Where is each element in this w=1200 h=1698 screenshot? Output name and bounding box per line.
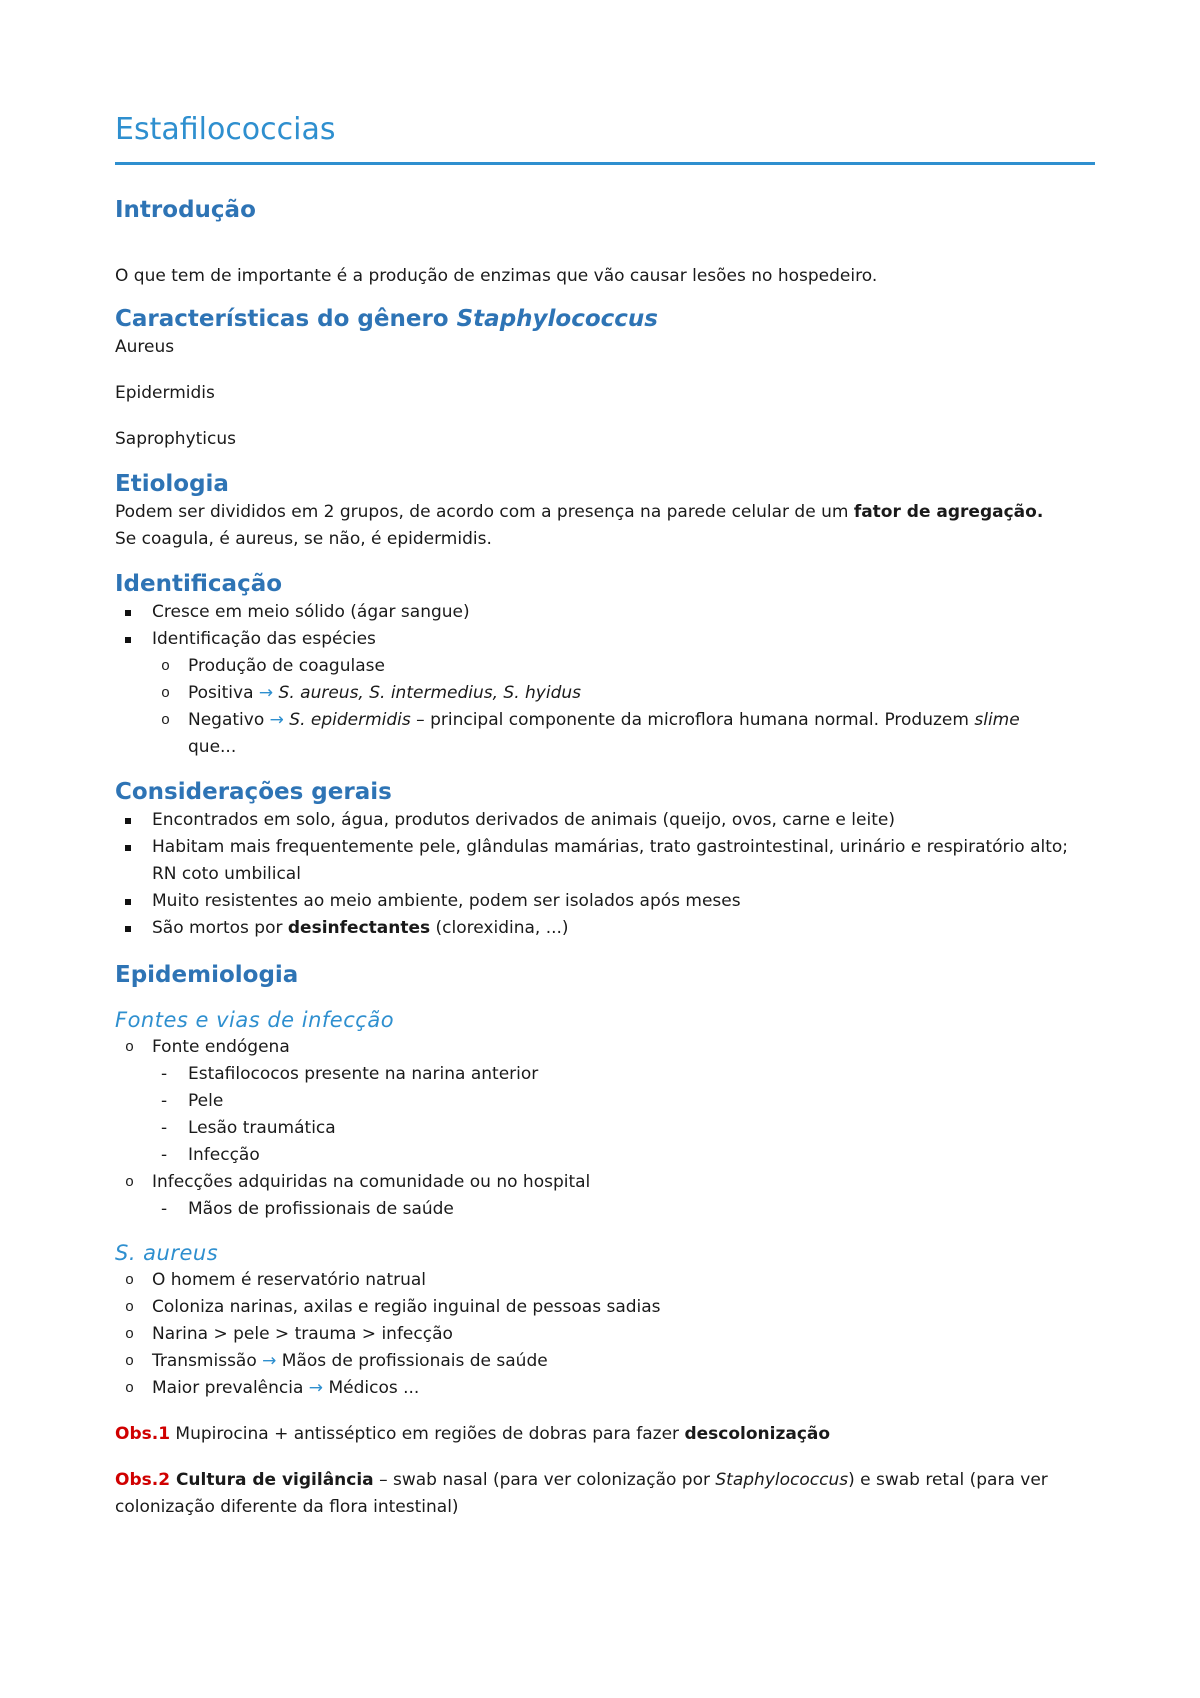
document-title: Estafilococcias [115, 112, 336, 147]
genero-item-saprophyticus: Saprophyticus [115, 429, 237, 449]
fontes-sublist-1 [151, 1061, 1094, 1169]
list-item: o Negativo → S. epidermidis – principal componente da microflora humana normal. Produzem slime que... [151, 707, 1094, 761]
list-item: - Pele [151, 1088, 1094, 1115]
arrow-icon: → [258, 683, 274, 703]
heading-caracteristicas: Características do gênero Staphylococcus [115, 306, 658, 332]
arrow-icon: → [308, 1378, 324, 1398]
list-item: Muito resistentes ao meio ambiente, podem ser isolados após meses [115, 888, 1094, 915]
s-aureus-list [115, 1267, 1094, 1402]
intro-paragraph: O que tem de importante é a produção de enzimas que vão causar lesões no hospedeiro. [115, 266, 878, 286]
etiologia-line-2: Se coagula, é aureus, se não, é epidermidis. [115, 529, 492, 549]
fontes-sublist-2 [151, 1196, 1094, 1223]
list-item: Identificação das espécies [115, 626, 1094, 653]
list-item: - Infecção [151, 1142, 1094, 1169]
list-item: o Positiva → S. aureus, S. intermedius, S. hyidus [151, 680, 1094, 707]
genero-item-epidermidis: Epidermidis [115, 383, 215, 403]
heading-epidemiologia: Epidemiologia [115, 962, 299, 988]
list-item: o Narina > pele > trauma > infecção [115, 1321, 1094, 1348]
identificacao-list [115, 599, 1094, 653]
heading-introducao: Introdução [115, 197, 256, 223]
arrow-icon: → [269, 710, 284, 730]
obs-2: Obs.2 Cultura de vigilância – swab nasal (para ver colonização por Staphylococcus) e swab retal (para ver colonização diferente da flora intestinal) [115, 1470, 1048, 1517]
list-item: o Fonte endógena [115, 1034, 1094, 1061]
list-item: São mortos por desinfectantes (clorexidina, ...) [115, 915, 1094, 942]
obs-1-label: Obs.1 [115, 1424, 171, 1444]
genero-item-aureus: Aureus [115, 337, 175, 357]
fontes-list-2 [115, 1169, 1094, 1196]
heading-fontes-vias: Fontes e vias de infecção [115, 1008, 395, 1032]
arrow-icon: → [262, 1351, 277, 1371]
list-item: Cresce em meio sólido (ágar sangue) [115, 599, 1094, 626]
heading-consideracoes: Considerações gerais [115, 779, 392, 805]
list-item: o Produção de coagulase [151, 653, 1094, 680]
consideracoes-list [115, 807, 1094, 942]
heading-identificacao: Identificação [115, 571, 283, 597]
list-item: Encontrados em solo, água, produtos derivados de animais (queijo, ovos, carne e leite) [115, 807, 1094, 834]
obs-2-label: Obs.2 [115, 1470, 171, 1490]
title-underline [115, 162, 1095, 165]
list-item: o Coloniza narinas, axilas e região inguinal de pessoas sadias [115, 1294, 1094, 1321]
list-item: o Maior prevalência → Médicos ... [115, 1375, 1094, 1402]
fontes-list [115, 1034, 1094, 1061]
identificacao-sublist [151, 653, 1094, 761]
list-item: - Estafilococos presente na narina anterior [151, 1061, 1094, 1088]
list-item: - Lesão traumática [151, 1115, 1094, 1142]
obs-1: Obs.1 Mupirocina + antisséptico em regiões de dobras para fazer descolonização [115, 1424, 831, 1444]
list-item: o Infecções adquiridas na comunidade ou no hospital [115, 1169, 1094, 1196]
list-item: o Transmissão → Mãos de profissionais de saúde [115, 1348, 1094, 1375]
list-item: Habitam mais frequentemente pele, glândulas mamárias, trato gastrointestinal, urinário e respiratório alto; RN coto umbilical [115, 834, 1094, 888]
list-item: o O homem é reservatório natrual [115, 1267, 1094, 1294]
heading-s-aureus: S. aureus [115, 1241, 219, 1265]
etiologia-line-1: Podem ser divididos em 2 grupos, de acordo com a presença na parede celular de um fator de agregação. [115, 502, 1044, 522]
list-item: - Mãos de profissionais de saúde [151, 1196, 1094, 1223]
heading-etiologia: Etiologia [115, 471, 229, 497]
